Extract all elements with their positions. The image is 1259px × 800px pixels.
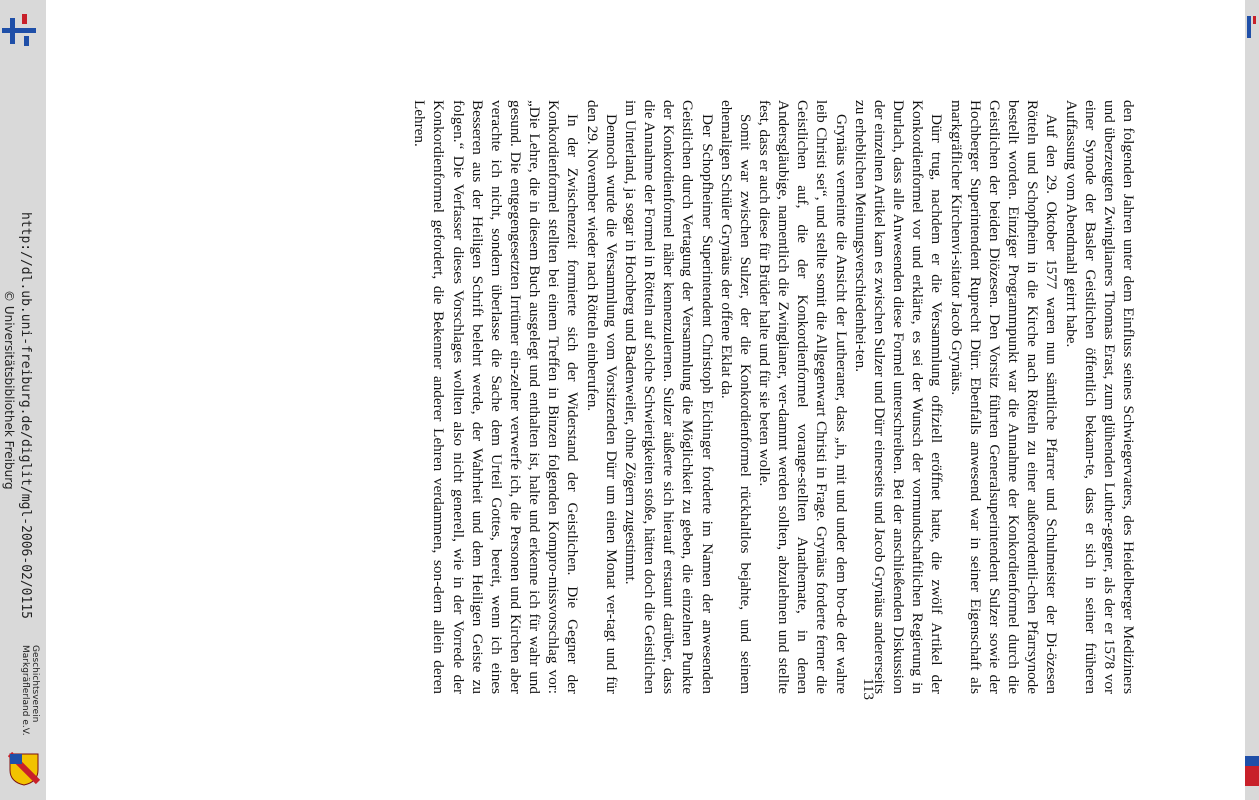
ub-freiburg-logo-icon	[2, 14, 36, 46]
ub-freiburg-logo-icon	[1247, 16, 1257, 38]
right-sidebar	[1245, 0, 1259, 800]
paragraph: Dürr trug, nachdem er die Versammlung offiziell eröffnet hatte, die zwölf Artikel der Konkordienformel vor und erklärte, es sei der Wunsch der vormundschaftlichen Regierung in Durlach, dass alle Anwesenden diese Formel unterschreiben. Bei der anschließenden Diskussion der einzelnen Artikel kam es zwischen Sulzer und Dürr einerseits und Jacob Grynäus andererseits zu erheblichen Meinungsverschiedenhei-ten.	[851, 100, 946, 694]
left-sidebar	[0, 0, 46, 800]
page-number: 113	[860, 678, 876, 700]
paragraph: Auf den 29. Oktober 1577 waren nun sämtliche Pfarrer und Schulmeister der Di-özesen Rötteln und Schopfheim in die Kirche nach Rötteln zu einer außerordentli-chen Pfarrsynode bestellt worden. Einziger Programmpunkt war die Annahme der Konkordienformel durch die Geistlichen der beiden Diözesen. Den Vorsitz führten Generalsuperintendent Sulzer sowie der Hochberger Superintendent Ruprecht Dürr. Ebenfalls anwesend war in seiner Eigenschaft als markgräflicher Kirchenvi-sitator Jacob Grynäus.	[947, 100, 1061, 694]
paragraph: Grynäus verneinte die Ansicht der Lutheraner, dass „in, mit und under dem bro-de der wahre leib Christi sei“, und stellte somit die Allgegenwart Christi in Frage. Grynäus forderte ferner die Geistlichen auf, die der Konkordienformel vorange-stellten Anathemate, in denen Andersgläubige, namentlich die Zwinglianer, ver-dammt werden sollten, abzulehnen und stellte fest, dass er auch diese für Brüder halte und für sie beten wolle.	[756, 100, 850, 694]
page-body	[410, 100, 1138, 694]
paragraph: Somit war zwischen Sulzer, der die Konkordienformel rückhaltlos bejahte, und seinem ehemaligen Schüler Grynäus der offene Eklat da.	[717, 100, 754, 694]
coat-of-arms-icon	[8, 752, 40, 786]
paragraph: Der Schopfheimer Superintendent Christoph Eichinger forderte im Namen der anwesenden Geistlichen durch Vertagung der Versammlung die Möglichkeit zu geben, die einzelnen Punkte der Konkordienformel näher kennenzulernen. Sulzer äußerte sich hierauf erstaunt darüber, dass die Annahme der Formel in Rötteln auf solche Schwierigkeiten stoße, hätten doch die Geistlichen im Unterland, ja sogar in Hochberg und Badenweiler, ohne Zögern zugestimmt.	[621, 100, 716, 694]
paragraph: den folgenden Jahren unter dem Einfluss seines Schwiegervaters, des Heidelberger Mediziners und überzeugten Zwinglianers Thomas Erast, zum glühenden Luther-gegner, als der er 1578 vor einer Synode der Basler Geistlichen öffentlich bekann-te, dass er sich in seiner früheren Auffassung vom Abendmahl geirrt habe.	[1062, 100, 1137, 694]
copyright-notice: © Universitätsbibliothek Freiburg	[2, 290, 16, 490]
org-name-line2: Markgräflerland e.V.	[20, 645, 30, 736]
paragraph: In der Zwischenzeit formierte sich der Widerstand der Geistlichen. Die Gegner der Konkordienformel stellten bei einem Treffen in Binzen folgenden Kompro-missvorschlag vor: „Die Lehre, die in diesem Buch ausgelegt und enthalten ist, halte und erkenne ich für wahr und gesund. Die entgegengesetzten Irrtümer ein-zelner verwerfe ich, die Personen und Kirchen aber verachte ich nicht, sondern überlasse die Sache dem Urteil Gottes, bereit, wenn ich eines Besseren aus der Heiligen Schrift belehrt werde, der Wahrheit und dem Heiligen Geiste zu folgen.“ Die Verfasser dieses Vorschlages wollten also nicht generell, wie in der Vorrede der Konkordienformel gefordert, die Bekenner anderer Lehren verdammen, son-dern allein deren Lehren.	[411, 100, 582, 694]
coat-of-arms-icon	[1245, 752, 1259, 786]
org-name-line1: Geschichtsverein	[30, 645, 40, 723]
book-page	[218, 100, 1138, 700]
org-name	[20, 645, 40, 736]
paragraph: Dennoch wurde die Versammlung vom Vorsitzenden Dürr um einen Monat ver-tagt und für den 29. November wieder nach Rötteln einberufen.	[583, 100, 620, 694]
permalink-url[interactable]: http://dl.ub.uni-freiburg.de/diglit/mgl-2006-02/0115	[18, 212, 33, 619]
